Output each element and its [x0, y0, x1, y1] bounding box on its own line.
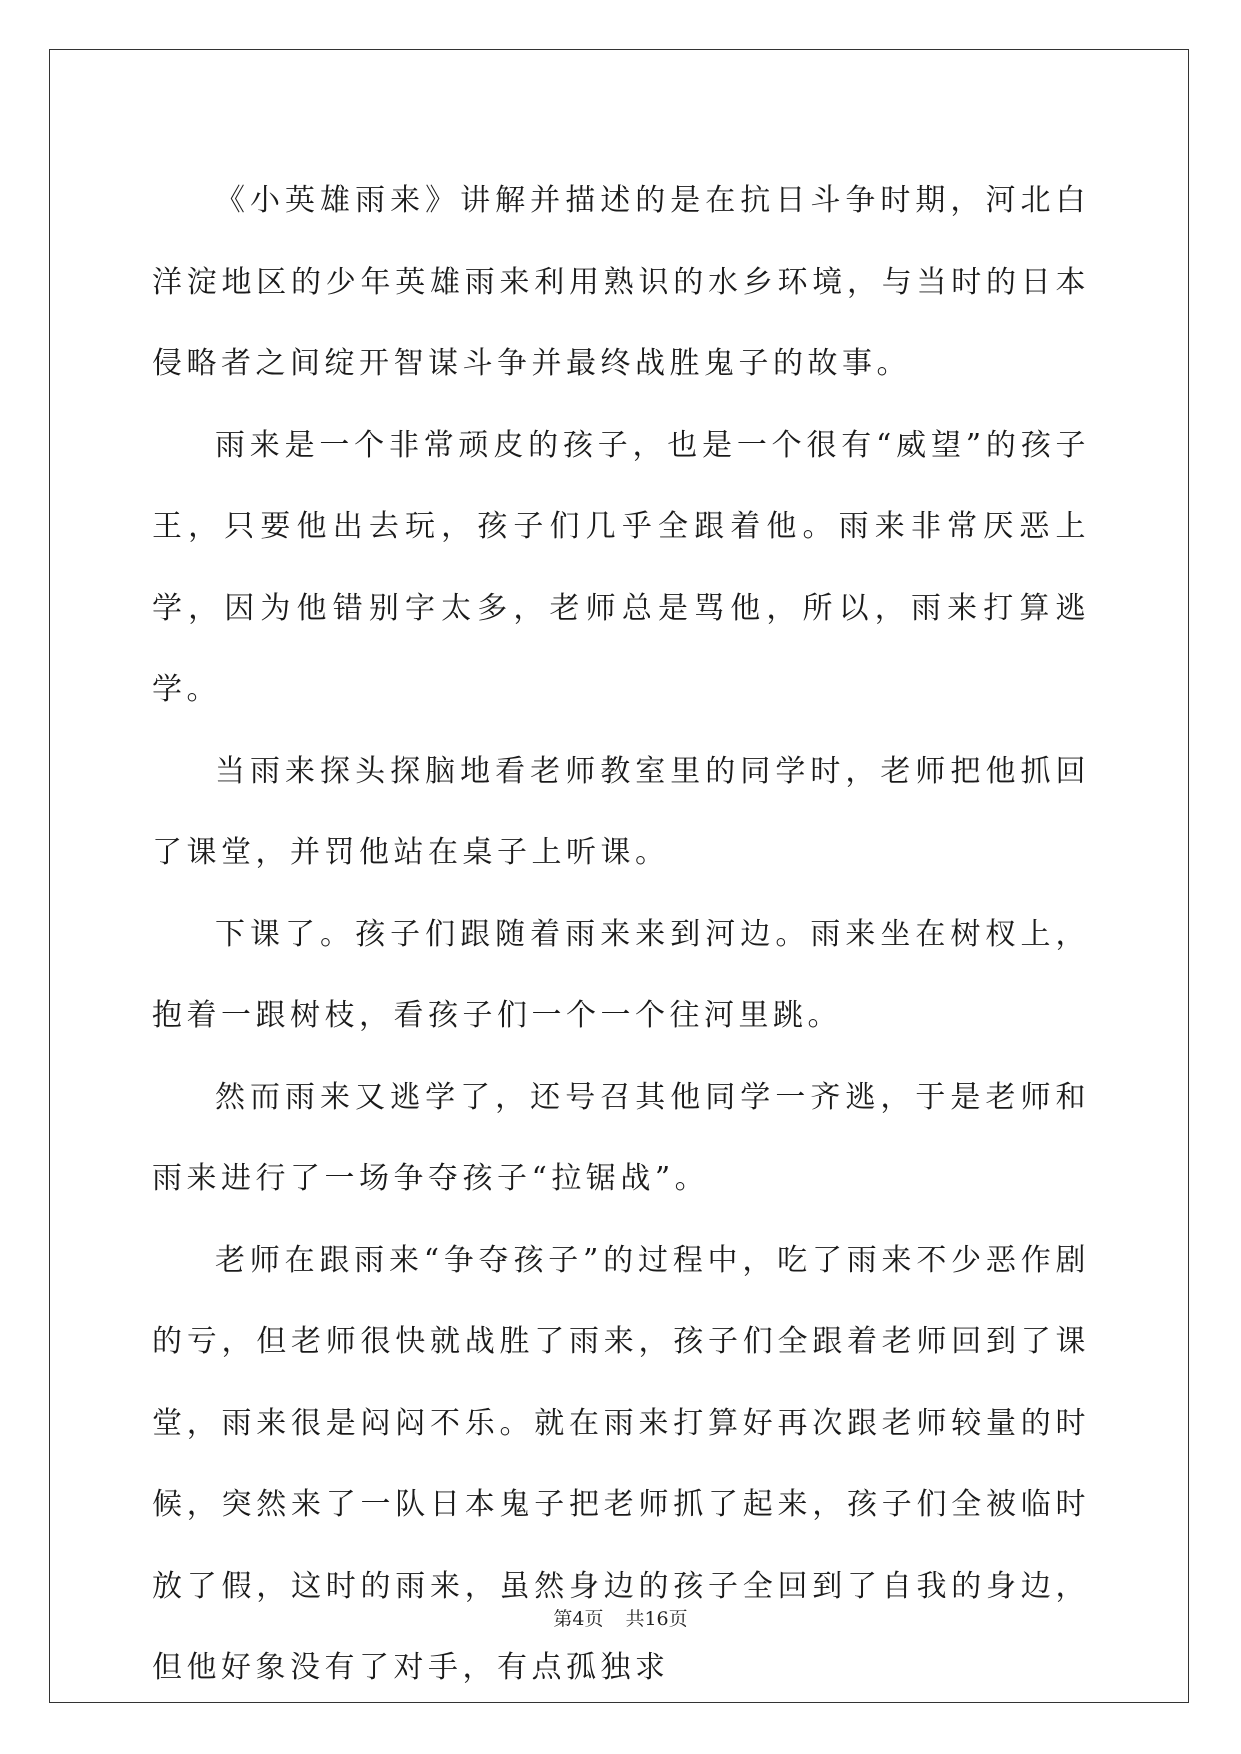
paragraph-1: 《小英雄雨来》讲解并描述的是在抗日斗争时期，河北白洋淀地区的少年英雄雨来利用熟识的水乡环境，与当时的日本侵略者之间绽开智谋斗争并最终战胜鬼子的故事。	[152, 183, 1090, 381]
page-footer	[0, 1604, 1241, 1631]
document-body	[152, 160, 1090, 1709]
paragraph-4: 下课了。孩子们跟随着雨来来到河边。雨来坐在树杈上，抱着一跟树枝，看孩子们一个一个往河里跳。	[152, 916, 1090, 1033]
page-total: 共16页	[625, 1608, 688, 1630]
page-number: 第4页	[553, 1608, 604, 1630]
paragraph-5: 然而雨来又逃学了，还号召其他同学一齐逃，于是老师和雨来进行了一场争夺孩子“拉锯战”。	[152, 1079, 1090, 1196]
paragraph-3: 当雨来探头探脑地看老师教室里的同学时，老师把他抓回了课堂，并罚他站在桌子上听课。	[152, 753, 1090, 870]
paragraph-6: 老师在跟雨来“争夺孩子”的过程中，吃了雨来不少恶作剧的亏，但老师很快就战胜了雨来，孩子们全跟着老师回到了课堂，雨来很是闷闷不乐。就在雨来打算好再次跟老师较量的时候，突然来了一队日本鬼子把老师抓了起来，孩子们全被临时放了假，这时的雨来，虽然身边的孩子全回到了自我的身边，但他好象没有了对手，有点孤独求	[152, 1242, 1090, 1685]
paragraph-2: 雨来是一个非常顽皮的孩子，也是一个很有“威望”的孩子王，只要他出去玩，孩子们几乎全跟着他。雨来非常厌恶上学，因为他错别字太多，老师总是骂他，所以，雨来打算逃学。	[152, 427, 1090, 707]
